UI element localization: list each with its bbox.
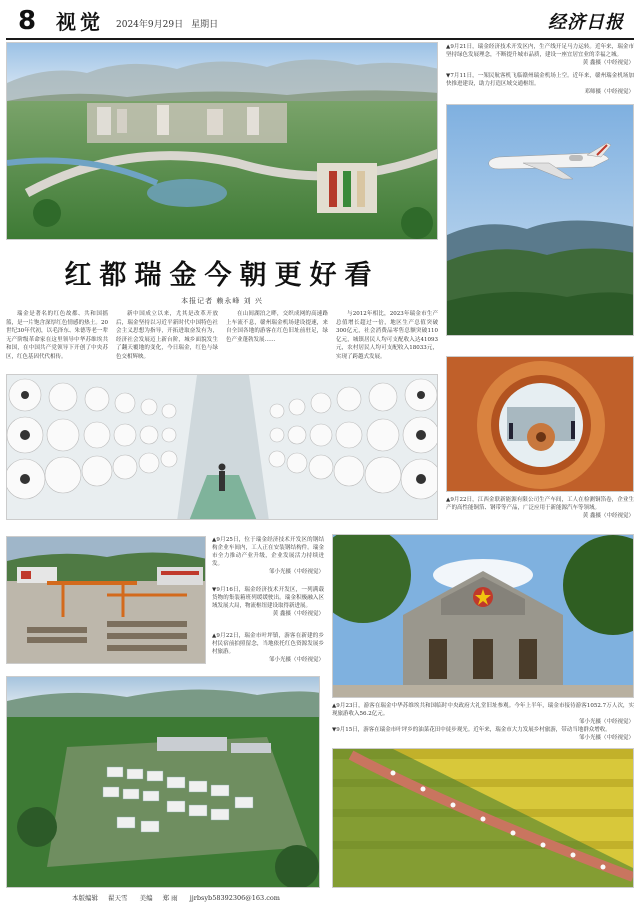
caption-factory-right bbox=[446, 496, 634, 530]
caption-credit: 邹小光摄（中经视觉） bbox=[578, 719, 634, 725]
photo-aerial-city bbox=[6, 42, 438, 240]
aerial-city-illustration bbox=[7, 43, 438, 240]
caption-credit: 邓师摄（中经视觉） bbox=[584, 89, 634, 95]
article-paragraph: 新中国成立以来，尤其是改革开放后，瑞金坚持以习近平新时代中国特色社会主义思想为指导，开拓进取奋发有为，经济社会发展迈上新台阶，城乡面貌发生了翻天覆地的变化，今日瑞金，红色与绿色交相辉映。 bbox=[116, 311, 218, 360]
caption-middle-1 bbox=[212, 536, 324, 586]
caption-bottom-right-2 bbox=[332, 726, 634, 748]
village-aerial-illustration bbox=[7, 677, 320, 888]
photo-plane-mountains bbox=[446, 104, 634, 336]
headline: 红都瑞金今朝更好看 bbox=[64, 260, 380, 291]
caption-text: ▼9月16日，瑞金经济技术开发区，一列满载货物的集装箱班列缓缓驶出。瑞金积极融入区域发展大局，物流枢纽建设取得新进展。 bbox=[212, 587, 324, 609]
caption-credit: 黄 鑫摄（中经视觉） bbox=[582, 60, 634, 66]
caption-text: ▲9月23日，游客在瑞金中华苏维埃共和国临时中央政府大礼堂旧址参观。今年上半年，瑞金市接待游客1052.7万人次，实现旅游收入56.2亿元。 bbox=[332, 703, 634, 717]
masthead-logo: 经济日报 bbox=[548, 12, 624, 33]
caption-text: ▼7月11日，一架民航客机飞临赣州瑞金机场上空。近年来，赣州瑞金机场加快推进建设，助力打造区域交通枢纽。 bbox=[446, 73, 634, 87]
photo-crane-factory bbox=[6, 536, 206, 664]
weekday-text: 星期日 bbox=[191, 20, 219, 30]
footer-credits bbox=[72, 893, 290, 902]
caption-credit: 邹小光摄（中经视觉） bbox=[268, 657, 324, 663]
article-paragraph: 与2012年相比，2023年瑞金市生产总值增长超过一倍，地区生产总值突破300亿元，社会消费品零售总额突破110亿元，城镇居民人均可支配收入达41093元，农村居民人均可支配收入18033元，实现了跨越式发展。 bbox=[336, 311, 438, 360]
footer-designer-label: 美编 bbox=[139, 894, 153, 902]
caption-middle-3 bbox=[212, 632, 324, 666]
crane-factory-illustration bbox=[7, 537, 206, 664]
caption-text: ▼9月15日，游客在瑞金市叶坪乡的油菜花田中徒步观光。近年来，瑞金市大力发展乡村旅游，带动当地群众增收。 bbox=[332, 727, 611, 733]
rapeseed-field-illustration bbox=[333, 749, 634, 888]
page-number: 8 bbox=[18, 6, 37, 36]
yarn-factory-illustration bbox=[7, 375, 438, 520]
photo-rapeseed-field bbox=[332, 748, 634, 888]
caption-middle-2 bbox=[212, 586, 324, 632]
caption-text: ▲9月25日，位于瑞金经济技术开发区的钢结构企业车间内，工人正在安装钢结构件。瑞金市全力推动产业升级，企业发展活力持续迸发。 bbox=[212, 537, 324, 567]
footer-designer-name: 郑 雨 bbox=[162, 894, 178, 902]
historic-hall-illustration bbox=[333, 535, 634, 698]
issue-date bbox=[116, 17, 226, 30]
footer-editor-label: 本版编辑 bbox=[72, 894, 98, 902]
caption-credit: 邹小光摄（中经视觉） bbox=[268, 569, 324, 575]
photo-yarn-factory bbox=[6, 374, 438, 520]
article-paragraph: 瑞金是著名的红色故都、共和国摇篮，是一片饱含深厚红色情感的热土。20世纪30年代初，以毛泽东、朱德等老一辈无产阶级革命家在这里领导中华苏维埃共和国，在中国共产党领导下开创了中央苏区，红色基因代代相传。 bbox=[6, 311, 108, 360]
caption-bottom-right-1 bbox=[332, 702, 634, 726]
caption-credit: 邹小光摄（中经视觉） bbox=[578, 735, 634, 741]
copper-foil-illustration bbox=[447, 357, 634, 492]
caption-text: ▲9月22日，江西金联新能源有限公司生产车间，工人在检测铜箔卷，企业生产的高性能铜箔、钢带等产品，广泛应用于新能源汽车等领域。 bbox=[446, 497, 634, 511]
article-body bbox=[6, 310, 438, 366]
date-text: 2024年9月29日 bbox=[116, 20, 184, 30]
footer-email[interactable]: jjrbsyb58392306@163.com bbox=[189, 894, 280, 902]
caption-text: ▲9月22日，瑞金市叶坪镇，游客在新建的乡村民宿前拍照留念，当地依托红色资源发展乡村旅游。 bbox=[212, 633, 324, 655]
caption-plane bbox=[446, 72, 634, 104]
caption-credit: 黄 鑫摄（中经视觉） bbox=[582, 513, 634, 519]
photo-village-aerial bbox=[6, 676, 320, 888]
photo-historic-hall bbox=[332, 534, 634, 698]
header-rule bbox=[6, 38, 634, 40]
plane-illustration bbox=[447, 105, 634, 336]
caption-text: ▲9月21日，瑞金经济技术开发区内，生产线开足马力运转。近年来，瑞金市坚持绿色发展理念，不断提升城市品质，建设一座宜居宜业的幸福之城。 bbox=[446, 44, 634, 58]
caption-credit: 黄 鑫摄（中经视觉） bbox=[272, 611, 324, 617]
section-name: 视觉 bbox=[56, 10, 104, 34]
footer-editor-name: 翟天雪 bbox=[108, 894, 128, 902]
article-paragraph: 在山间湖泊之畔，交织成网的高速路上车流不息，赣州瑞金机场建设提速，来自全国各地的游客在红色旧址前驻足，绿色产业蓬勃发展…… bbox=[226, 311, 328, 343]
photo-copper-foil bbox=[446, 356, 634, 492]
byline: 本报记者 赖永峰 刘 兴 bbox=[181, 297, 263, 305]
